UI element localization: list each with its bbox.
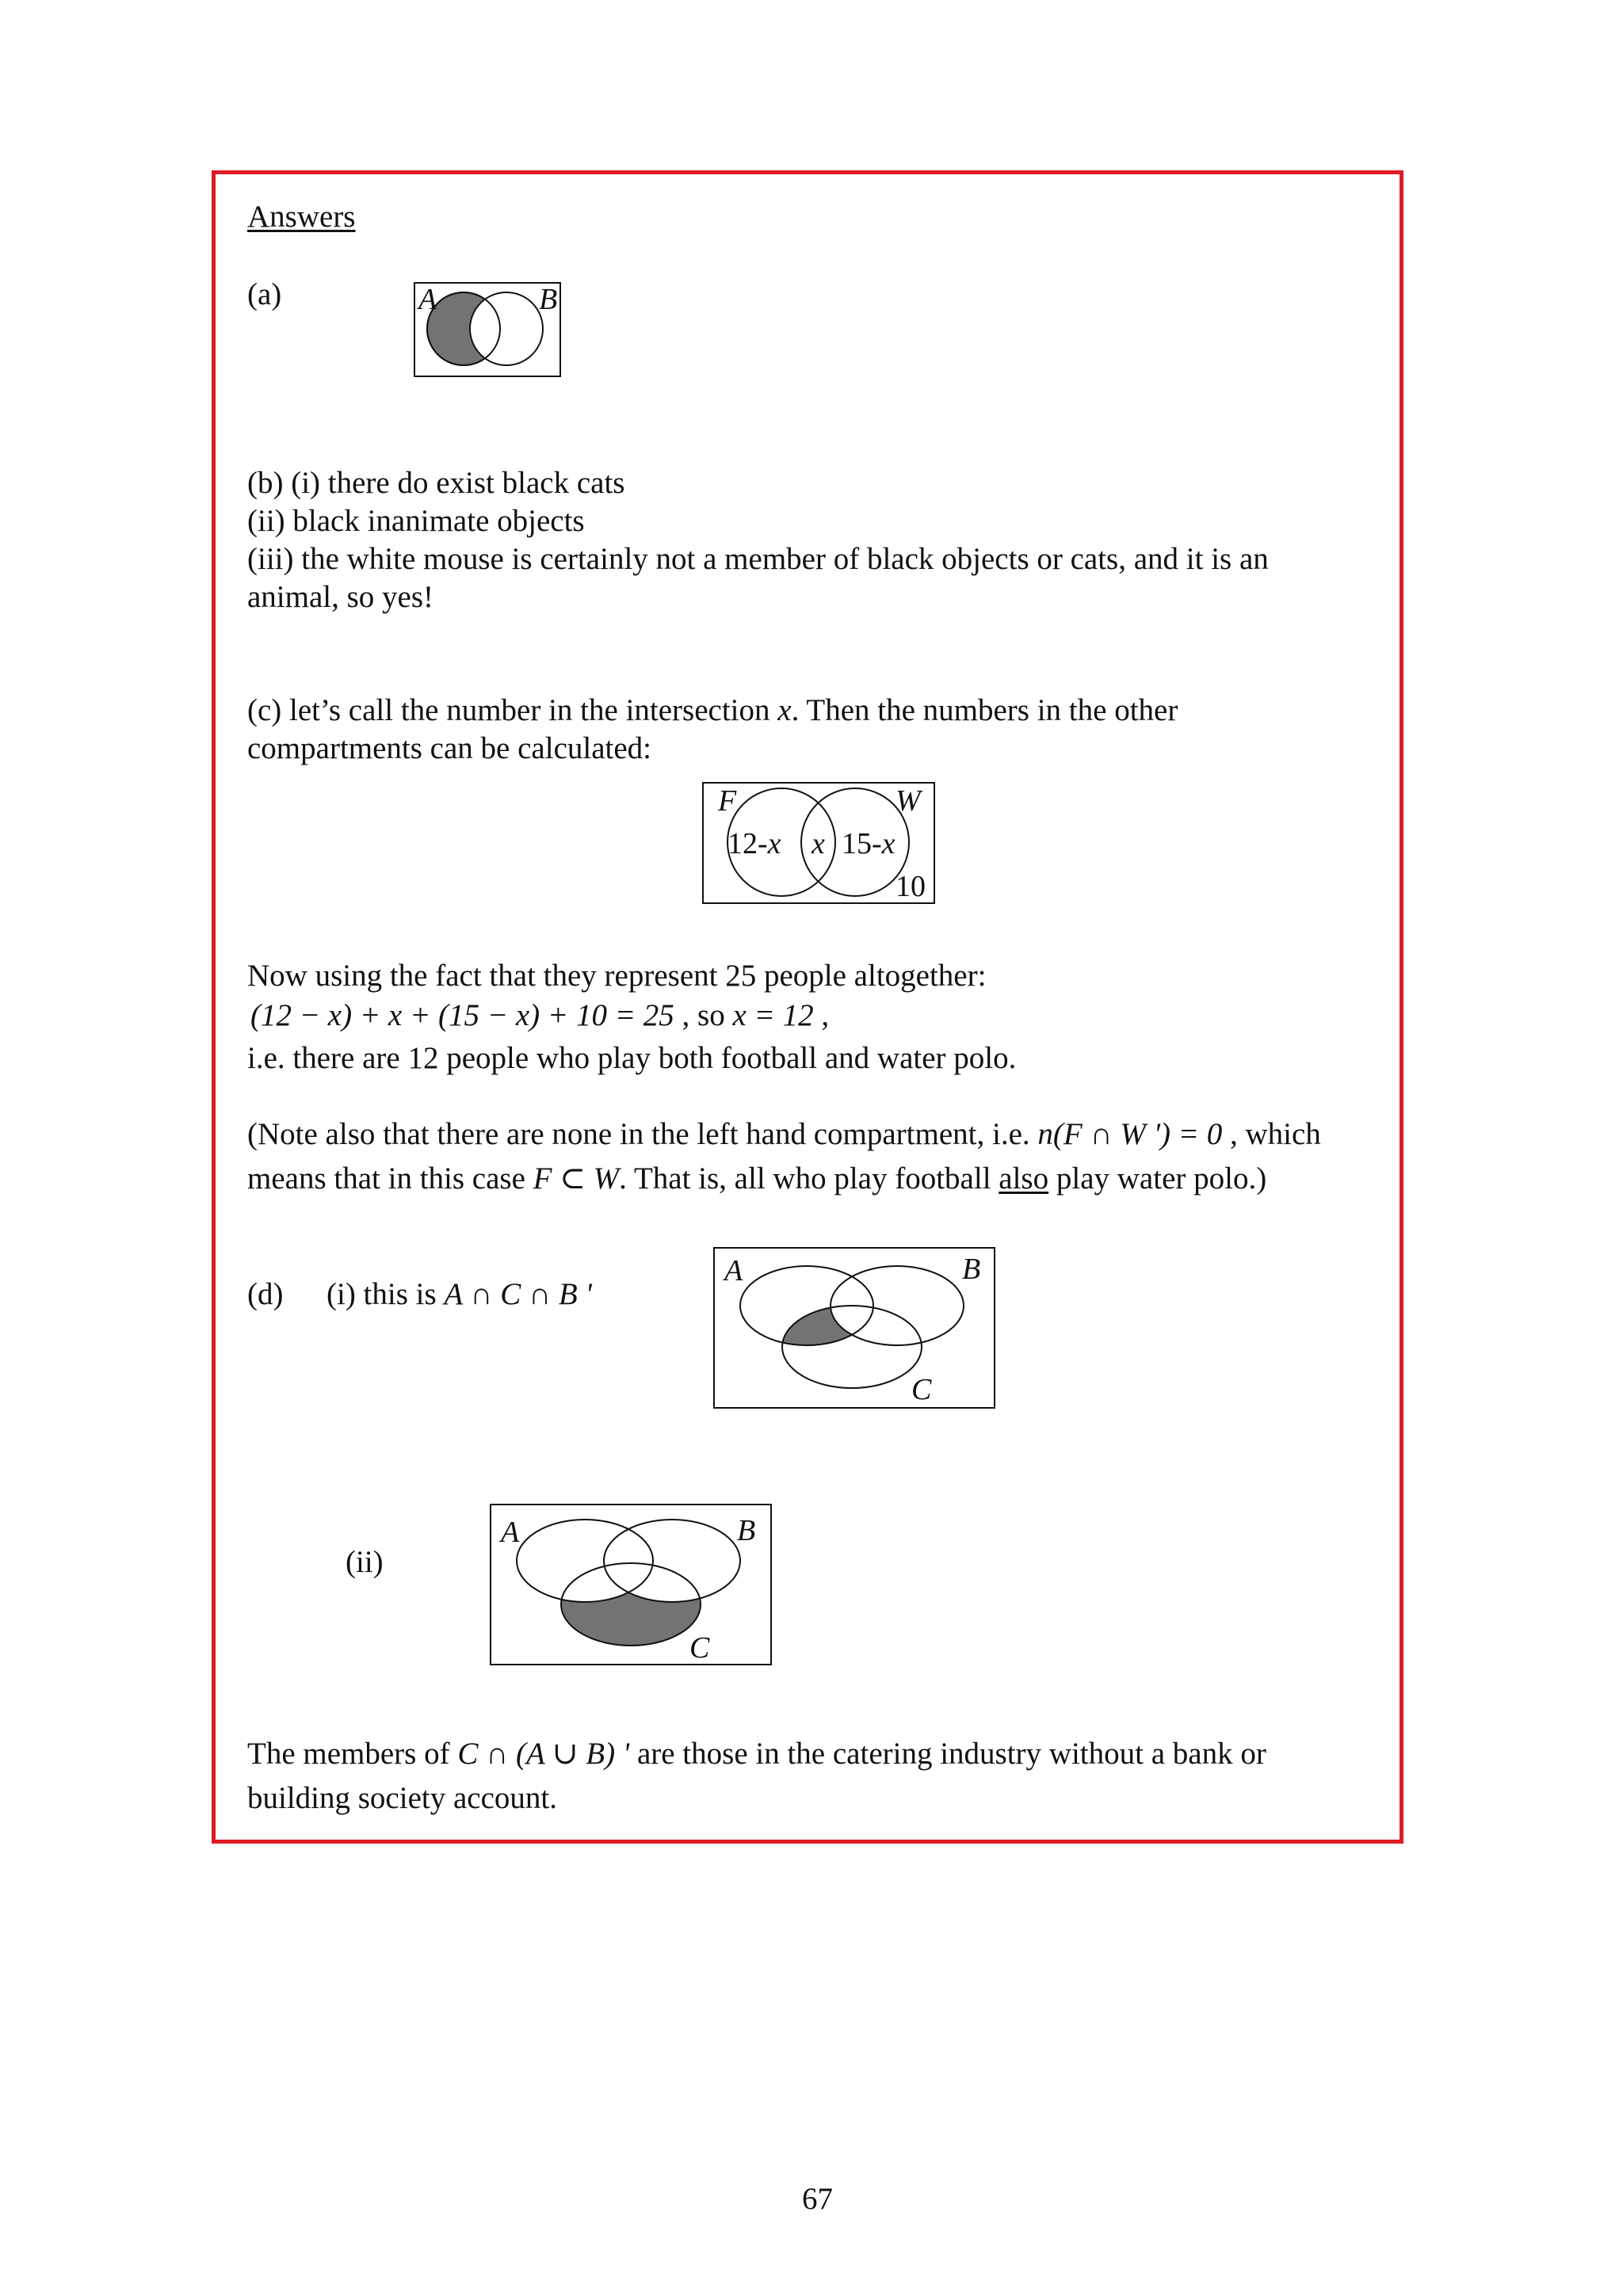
set-b-label: B: [962, 1253, 981, 1286]
part-c-equation-line: (12 − x) + x + (15 − x) + 10 = 25 , so x = 12 ,: [250, 998, 830, 1032]
part-d-ii-label: (ii): [346, 1545, 384, 1579]
solution: x = 12: [732, 998, 814, 1032]
part-d-i-text: (i) this is A ∩ C ∩ B ': [327, 1277, 592, 1311]
part-b-line-1: (b) (i) there do exist black cats: [247, 466, 625, 500]
set-b-label: B: [737, 1514, 756, 1547]
venn-diagram-d-ii: [490, 1504, 772, 1665]
left-region-count: 12-x: [727, 827, 781, 860]
venn-diagram-d-i: [713, 1247, 995, 1409]
conclusion-line-2: building society account.: [247, 1781, 557, 1815]
set-c-label: C: [689, 1631, 710, 1665]
set-f-label: F: [718, 784, 737, 818]
outside-count: 10: [896, 870, 926, 903]
part-c-line-3: Now using the fact that they represent 25 people altogether:: [247, 959, 987, 993]
set-a-label: A: [501, 1516, 520, 1549]
venn-diagram-a: [414, 282, 561, 377]
part-b-line-2: (ii) black inanimate objects: [247, 504, 585, 538]
set-b-circle: [470, 292, 543, 365]
part-a-label: (a): [247, 277, 282, 311]
note-line-1: (Note also that there are none in the left hand compartment, i.e. n(F ∩ W ') = 0 , which: [247, 1117, 1321, 1151]
set-w-label: W: [896, 784, 921, 818]
part-c-line-1: (c) let’s call the number in the intersection x. Then the numbers in the other: [247, 693, 1178, 727]
part-c-line-4: i.e. there are 12 people who play both football and water polo.: [247, 1041, 1017, 1075]
page-number: 67: [802, 2182, 833, 2216]
part-d-label: (d): [247, 1277, 284, 1311]
conclusion-line-1: The members of C ∩ (A ∪ B) ' are those in the catering industry without a bank or: [247, 1737, 1266, 1771]
set-a-label: A: [418, 283, 437, 316]
set-a-label: A: [724, 1254, 743, 1287]
right-region-count: 15-x: [842, 827, 896, 860]
venn-diagram-c: [702, 782, 935, 904]
answers-heading: Answers: [247, 200, 356, 234]
set-b-label: B: [539, 283, 558, 316]
part-b-line-3: (iii) the white mouse is certainly not a member of black objects or cats, and it is an: [247, 542, 1269, 576]
part-c-line-2: compartments can be calculated:: [247, 731, 652, 765]
set-c-label: C: [911, 1373, 932, 1406]
note-line-2: means that in this case F ⊂ W. That is, all who play football also play water polo.): [247, 1161, 1267, 1196]
part-b-line-4: animal, so yes!: [247, 580, 434, 614]
equation: (12 − x) + x + (15 − x) + 10 = 25: [250, 998, 674, 1032]
intersection-count: x: [812, 827, 825, 860]
